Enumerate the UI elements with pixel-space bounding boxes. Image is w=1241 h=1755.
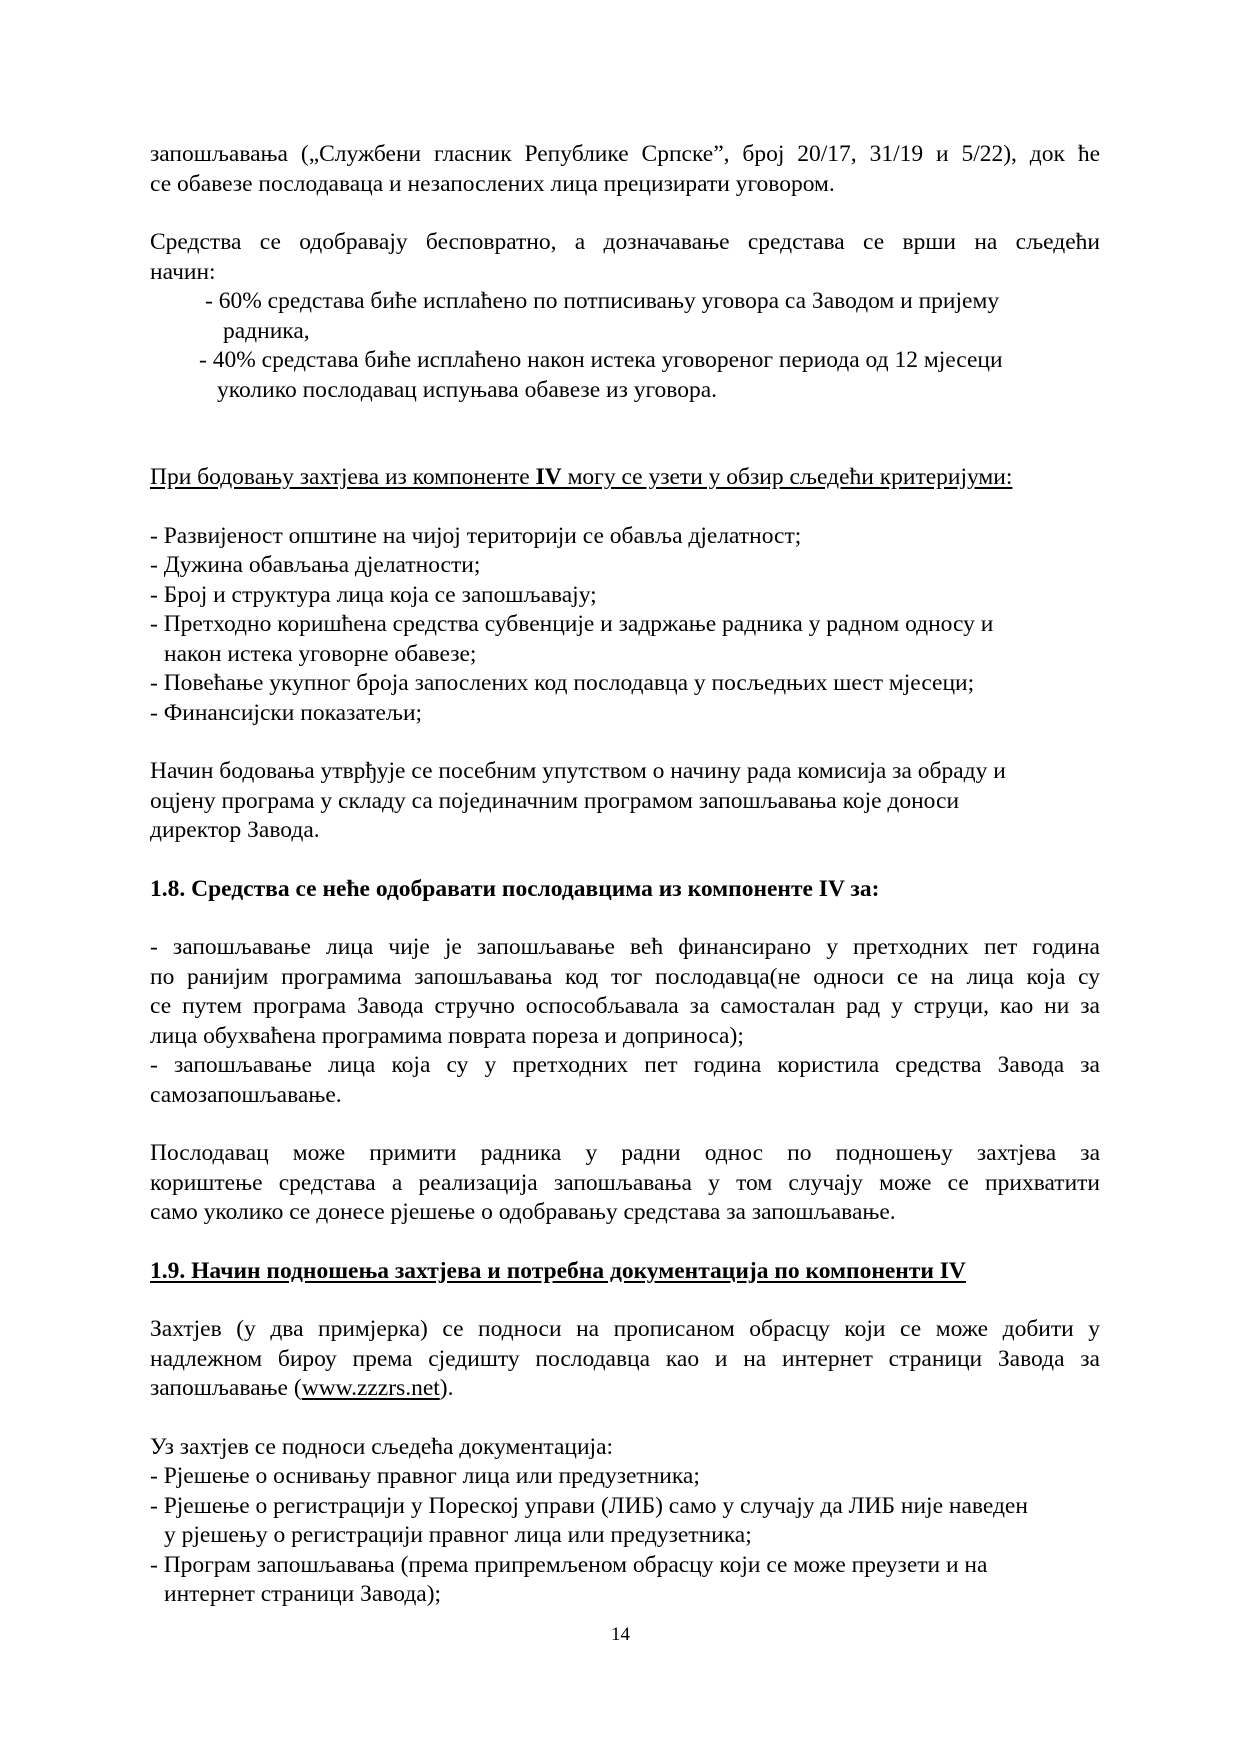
text-line: надлежном бироу према сједишту послодавца као и на интернет страници Завода за [150, 1345, 1100, 1372]
text-line: радника, [223, 317, 310, 344]
list-item: - Дужина обављања дјелатности; [150, 552, 481, 578]
text-line: по ранијим програмима запошљавања код тог послодавца(не односи се на лица која су [150, 963, 1100, 990]
text-line: запошљавања („Службени гласник Републике Српске”, број 20/17, 31/19 и 5/22), док ће [150, 141, 1100, 167]
list-item [205, 287, 1100, 346]
page-number: 14 [611, 1624, 630, 1645]
text-line: самозапошљавање. [150, 1081, 342, 1108]
paragraph-employer [150, 1139, 1100, 1228]
text-line: запошљавање (www.zzzrs.net). [150, 1375, 454, 1401]
text-line: кориштење средстава а реализација запошљавања у том случају може се прихватити [150, 1169, 1100, 1196]
text-line: Средства се одобравају бесповратно, а дозначавање средстава се врши на сљедећи [150, 229, 1100, 255]
list-item: - Претходно коришћена средства субвенције и задржање радника у радном односу и након истека уговорне обавезе; [150, 611, 994, 667]
document-page [150, 140, 1100, 1610]
text-line: директор Завода. [150, 817, 320, 843]
text-line: само уколико се донесе рјешење о одобравању средстава за запошљавање. [150, 1199, 896, 1225]
documents-list [150, 1433, 1100, 1610]
text-line: начин: [150, 258, 216, 285]
list-item: - Рјешење о регистрацији у Пореској управи (ЛИБ) само у случају да ЛИБ није наведен у рјешењу о регистрацији правног лица или предузетника; [150, 1492, 1028, 1548]
list-item [199, 346, 1100, 405]
criteria-heading: При бодовању захтјева из компоненте IV могу се узети у обзир сљедећи критеријуми: [150, 464, 1013, 490]
exclusions-list [150, 933, 1100, 1110]
list-item: - Повећање укупног броја запослених код послодавца у посљедњих шест мјесеци; [150, 670, 975, 696]
text-line: Начин бодовања утврђује се посебним упутством о начину рада комисија за обраду и [150, 758, 1006, 784]
section-heading-1-8: 1.8. Средства се неће одобравати послодавцима из компоненте IV за: [150, 875, 880, 902]
text-line: - запошљавање лица која су у претходних пет година користила средства Завода за [150, 1052, 1100, 1078]
list-item: - Рјешење о оснивању правног лица или предузетника; [150, 1463, 700, 1489]
paragraph-request [150, 1315, 1100, 1404]
payment-list [199, 287, 1100, 405]
text-line: - 40% средстава биће исплаћено након истека уговореног периода од 12 мјесеци [199, 347, 1003, 373]
list-item: - Програм запошљавања (према припремљеном обрасцу који се може преузети и на интернет страници Завода); [150, 1551, 988, 1607]
text-line: се путем програма Завода стручно оспособљавала за самосталан рад у струци, као ни за [150, 993, 1100, 1019]
list-item: - Број и структура лица која се запошљавају; [150, 581, 597, 608]
text-line: - запошљавање лица чије је запошљавање већ финансирано у претходних пет година [150, 934, 1100, 960]
section-heading-1-9: 1.9. Начин подношења захтјева и потребна документација по компоненти IV [150, 1257, 966, 1284]
website-link[interactable]: www.zzzrs.net [301, 1375, 440, 1401]
text-line: уколико послодавац испуњава обавезе из уговора. [217, 376, 718, 403]
list-item: - Развијеност општине на чијој територији се обавља дјелатност; [150, 522, 802, 549]
list-intro: Уз захтјев се подноси сљедећа документација: [150, 1433, 614, 1460]
text-line: Послодавац може примити радника у радни однос по подношењу захтјева за [150, 1140, 1100, 1166]
text-line: оцјену програма у складу са појединачним програмом запошљавања које доноси [150, 787, 960, 814]
paragraph-intro [150, 140, 1100, 199]
text-line: се обавезе послодаваца и незапослених лица прецизирати уговором. [150, 170, 835, 197]
text-line: лица обухваћена програмима поврата пореза и доприноса); [150, 1022, 744, 1049]
criteria-list [150, 522, 1100, 729]
text-line: Захтјев (у два примјерка) се подноси на прописаном обрасцу који се може добити у [150, 1316, 1100, 1342]
paragraph-funds [150, 228, 1100, 287]
paragraph-scoring [150, 757, 1100, 846]
list-item: - Финансијски показатељи; [150, 699, 423, 726]
text-line: - 60% средстава биће исплаћено по потписивању уговора са Заводом и пријему [205, 288, 1000, 314]
